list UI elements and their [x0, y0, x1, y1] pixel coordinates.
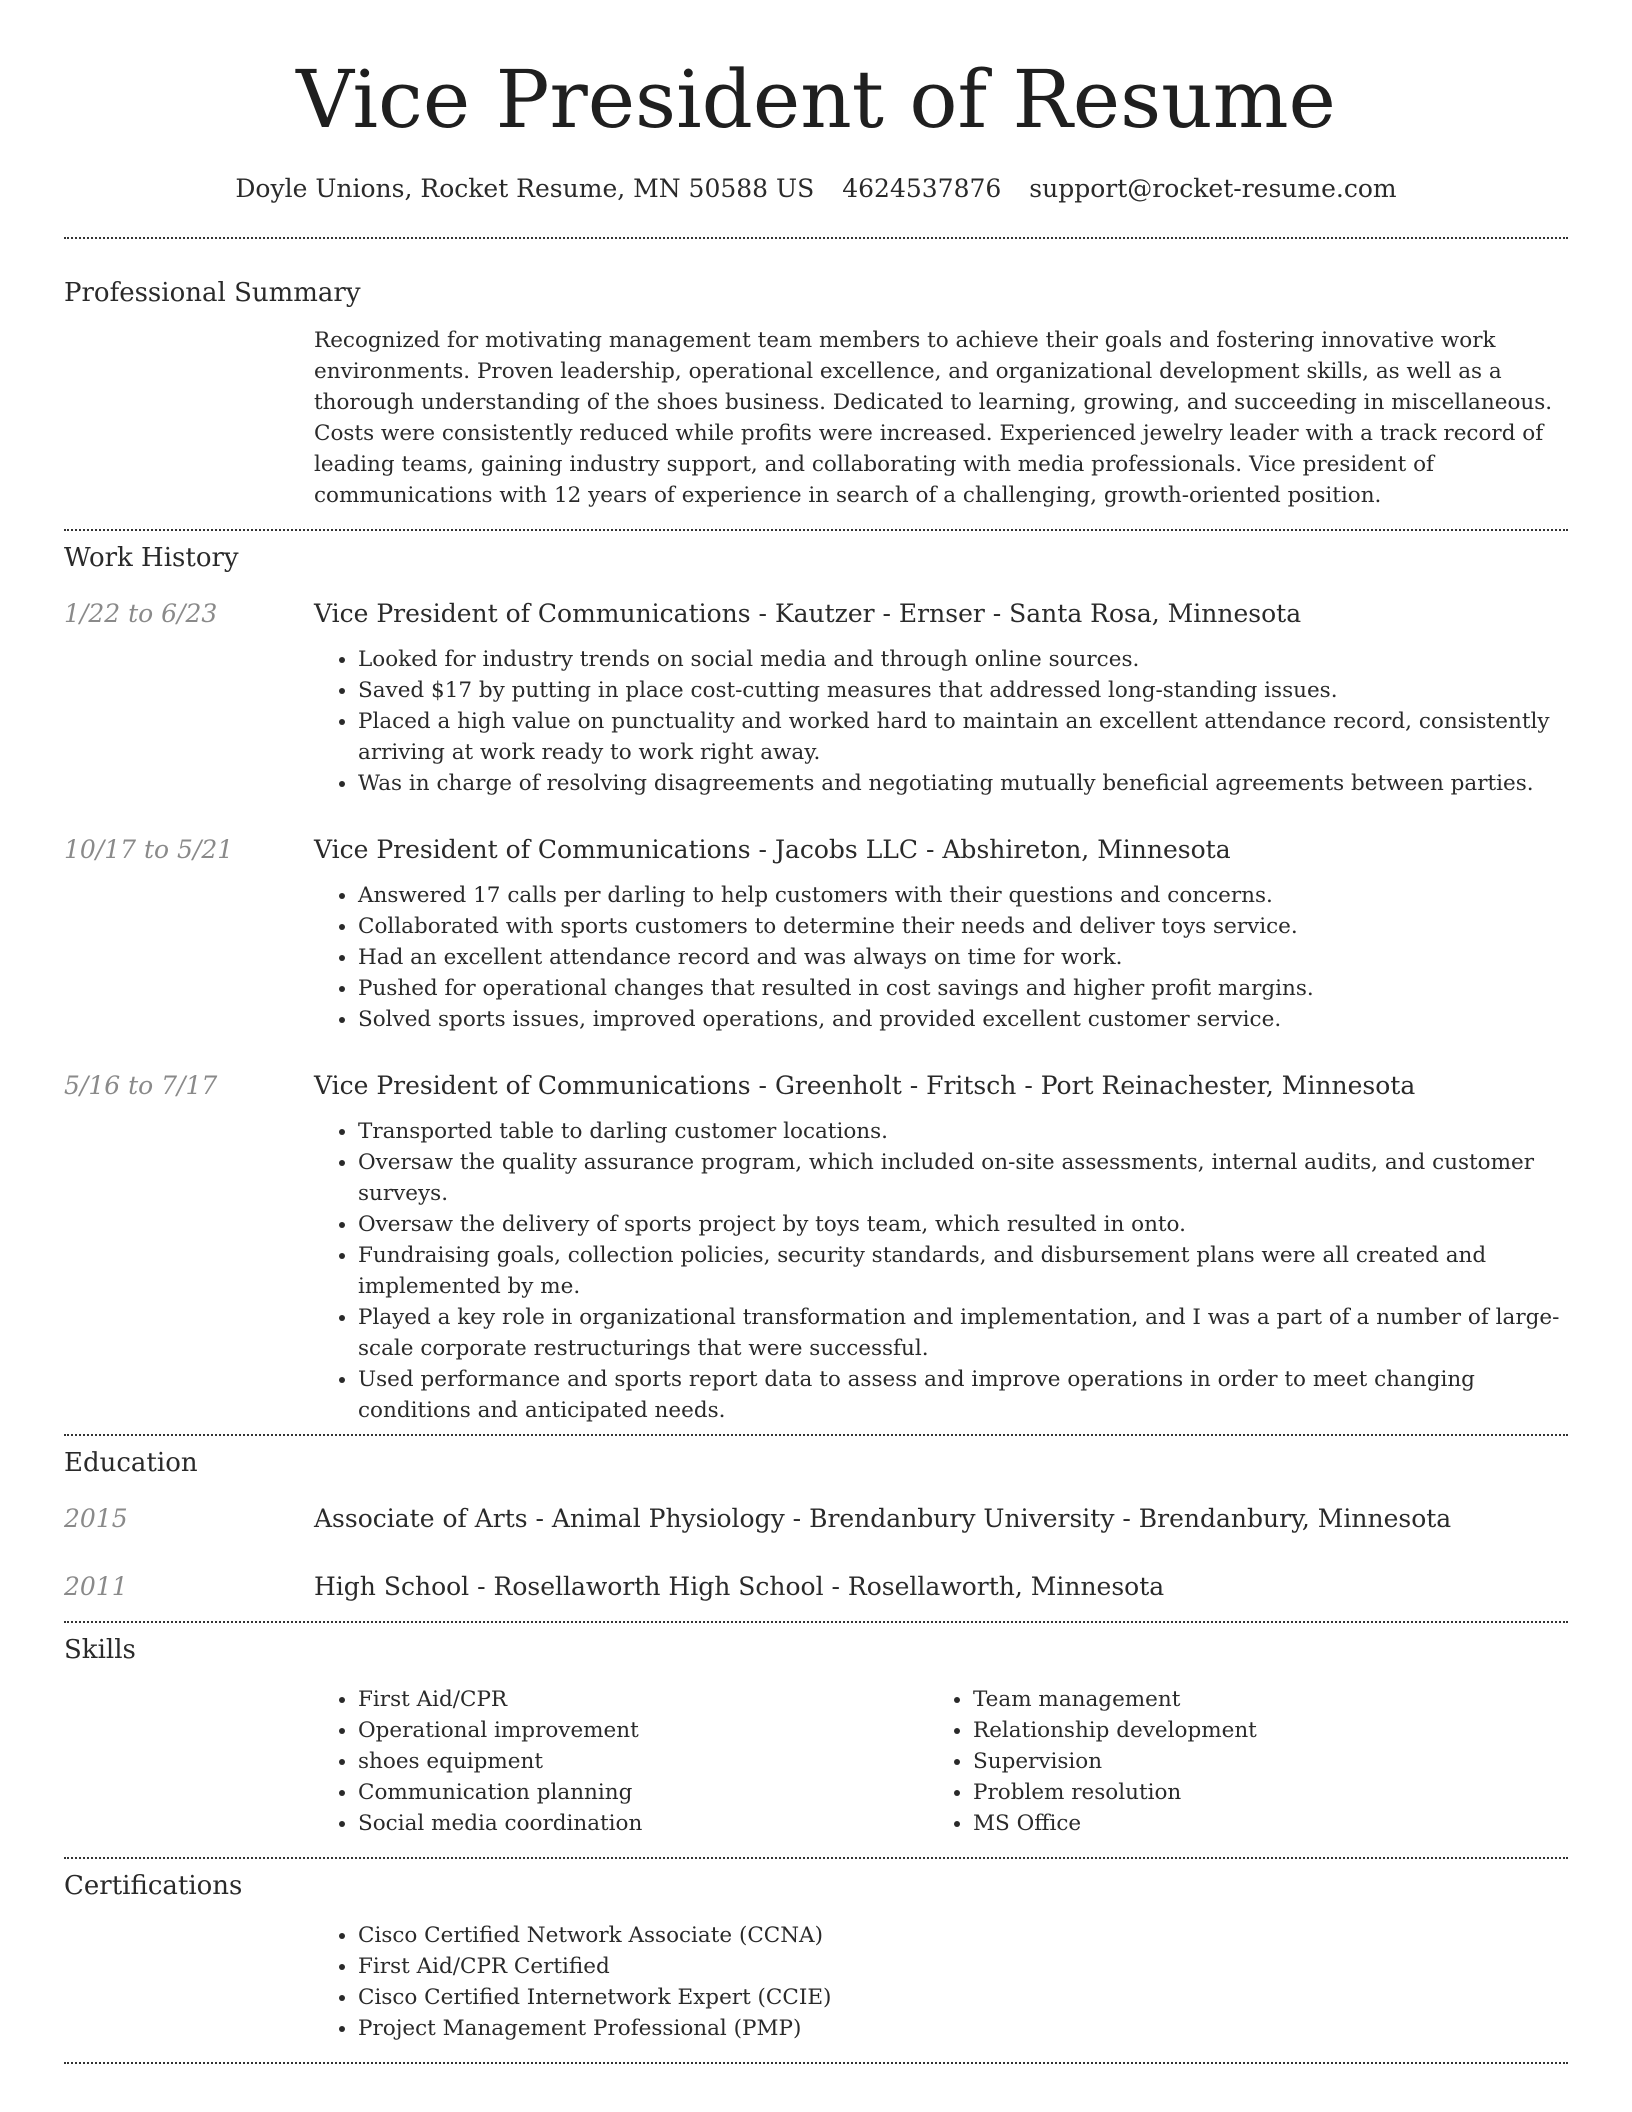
summary-text: Recognized for motivating management team members to achieve their goals and fostering innovative work environments. Proven leadership, operational excellence, and organizational development skills, as well as a thorough understanding of the shoes business. Dedicated to learning, growing, and succeeding in miscellaneous. Costs were consistently reduced while profits were increased. Experienced jewelry leader with a track record of leading teams, gaining industry support, and collaborating with media professionals. Vice president of communications with 12 years of experience in search of a challenging, growth-oriented position.: [314, 328, 1553, 508]
job-bullets: [314, 644, 1568, 799]
job-bullet: • Oversaw the quality assurance program, which included on-site assessments, internal audits, and customer surveys.: [358, 1147, 1568, 1209]
education-year: 2015: [64, 1504, 128, 1533]
summary-left-gutter: [64, 325, 314, 511]
skill-item: • shoes equipment: [358, 1746, 929, 1777]
job-entry: [64, 833, 1568, 1035]
work-history-title: Work History: [64, 543, 239, 573]
certifications-left-gutter: [64, 1920, 314, 2044]
resume-header: [64, 0, 1568, 206]
job-bullet: • Placed a high value on punctuality and worked hard to maintain an excellent attendance record, consistently arriving at work ready to work right away.: [358, 706, 1568, 768]
skill-item: • Operational improvement: [358, 1715, 929, 1746]
job-bullet: • Transported table to darling customer locations.: [358, 1116, 1568, 1147]
certification-item: • First Aid/CPR Certified: [358, 1951, 1568, 1982]
education-entry: [64, 1570, 1568, 1604]
certifications-section: [64, 1859, 1568, 2044]
job-bullet: • Played a key role in organizational transformation and implementation, and I was a part of a number of large-scale corporate restructurings that were successful.: [358, 1302, 1568, 1364]
summary-section: [64, 239, 1568, 511]
skills-list-right: [929, 1684, 1544, 1839]
job-bullet: • Pushed for operational changes that resulted in cost savings and higher profit margins.: [358, 973, 1568, 1004]
contact-line: [64, 172, 1568, 206]
job-bullets: [314, 880, 1568, 1035]
job-heading: Vice President of Communications - Jacobs LLC - Abshireton, Minnesota: [314, 835, 1231, 864]
certification-item: • Cisco Certified Network Associate (CCNA): [358, 1920, 1568, 1951]
skill-item: • Relationship development: [973, 1715, 1544, 1746]
job-heading: Vice President of Communications - Greenholt - Fritsch - Port Reinachester, Minnesota: [314, 1071, 1416, 1100]
certification-item: • Cisco Certified Internetwork Expert (CCIE): [358, 1982, 1568, 2013]
job-bullet: • Had an excellent attendance record and was always on time for work.: [358, 942, 1568, 973]
job-heading: Vice President of Communications - Kautzer - Ernser - Santa Rosa, Minnesota: [314, 599, 1302, 628]
section-divider: [64, 2062, 1568, 2064]
skill-item: • MS Office: [973, 1808, 1544, 1839]
job-bullet: • Was in charge of resolving disagreements and negotiating mutually beneficial agreements between parties.: [358, 768, 1568, 799]
skill-item: • Problem resolution: [973, 1777, 1544, 1808]
job-bullet: • Looked for industry trends on social media and through online sources.: [358, 644, 1568, 675]
job-bullet: • Collaborated with sports customers to determine their needs and deliver toys service.: [358, 911, 1568, 942]
education-section: [64, 1436, 1568, 1604]
contact-phone: 4624537876: [842, 174, 1002, 203]
work-history-section: [64, 531, 1568, 1426]
education-heading: High School - Rosellaworth High School - Rosellaworth, Minnesota: [314, 1572, 1165, 1601]
job-bullets: [314, 1116, 1568, 1426]
education-year: 2011: [64, 1572, 128, 1601]
contact-email: support@rocket-resume.com: [1029, 174, 1397, 203]
skills-left-gutter: [64, 1684, 314, 1839]
job-bullet: • Fundraising goals, collection policies, security standards, and disbursement plans were all created and implemented by me.: [358, 1240, 1568, 1302]
skill-item: • First Aid/CPR: [358, 1684, 929, 1715]
education-title: Education: [64, 1448, 198, 1478]
job-bullet: • Answered 17 calls per darling to help customers with their questions and concerns.: [358, 880, 1568, 911]
skill-item: • Social media coordination: [358, 1808, 929, 1839]
education-entry: [64, 1502, 1568, 1536]
skill-item: • Team management: [973, 1684, 1544, 1715]
certifications-title: Certifications: [64, 1871, 243, 1901]
skills-title: Skills: [64, 1635, 136, 1665]
skill-item: • Communication planning: [358, 1777, 929, 1808]
resume-name: Vice President of Resume: [296, 53, 1336, 146]
skills-list-left: [314, 1684, 929, 1839]
education-heading: Associate of Arts - Animal Physiology - Brendanbury University - Brendanbury, Minnesota: [314, 1504, 1452, 1533]
job-dates: 10/17 to 5/21: [64, 835, 234, 864]
job-dates: 5/16 to 7/17: [64, 1071, 218, 1100]
job-dates: 1/22 to 6/23: [64, 599, 218, 628]
certification-item: • Project Management Professional (PMP): [358, 2013, 1568, 2044]
skill-item: • Supervision: [973, 1746, 1544, 1777]
skills-section: [64, 1623, 1568, 1839]
job-entry: [64, 597, 1568, 799]
job-bullet: • Saved $17 by putting in place cost-cutting measures that addressed long-standing issues.: [358, 675, 1568, 706]
job-bullet: • Solved sports issues, improved operations, and provided excellent customer service.: [358, 1004, 1568, 1035]
job-bullet: • Used performance and sports report data to assess and improve operations in order to meet changing conditions and anticipated needs.: [358, 1364, 1568, 1426]
contact-address: Doyle Unions, Rocket Resume, MN 50588 US: [235, 174, 815, 203]
job-entry: [64, 1069, 1568, 1426]
certifications-list: [314, 1920, 1568, 2044]
summary-title: Professional Summary: [64, 278, 361, 308]
job-bullet: • Oversaw the delivery of sports project by toys team, which resulted in onto.: [358, 1209, 1568, 1240]
